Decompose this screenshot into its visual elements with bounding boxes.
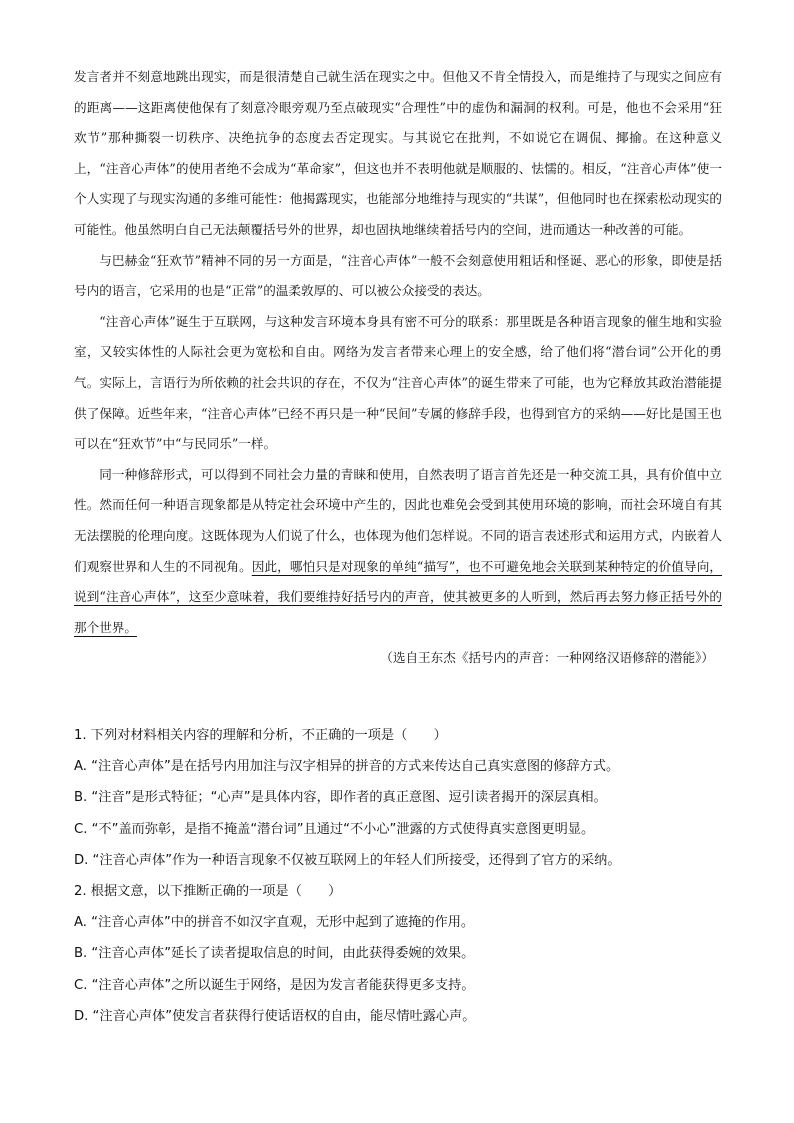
question-stem: 2. 根据文意，以下推断正确的一项是（ ） [74, 883, 342, 899]
question-stem: 1. 下列对材料相关内容的理解和分析，不正确的一项是（ ） [74, 728, 447, 743]
passage-paragraph: 与巴赫金“狂欢节”精神不同的另一方面是，“注音心声体”一般不会刻意使用粗话和怪诞、恶心的形象，即使是括号内的语言，它采用的也是“正常”的温柔敦厚的、可以被公众接受的表达。 [74, 252, 722, 299]
answer-option: D. “注音心声体”作为一种语言现象不仅被互联网上的年轻人们所接受，还得到了官方的采纳。 [74, 852, 621, 868]
answer-option: B. “注音心声体”延长了读者提取信息的时间，由此获得委婉的效果。 [74, 946, 475, 962]
answer-option: D. “注音心声体”使发言者获得行使话语权的自由，能尽情吐露心声。 [74, 1008, 476, 1024]
passage-paragraph: 发言者并不刻意地跳出现实，而是很清楚自己就生活在现实之中。但他又不肯全情投入，而是维持了与现实之间应有的距离——这距离使他保有了刻意冷眼旁观乃至点破现实“合理性”中的虚伪和漏洞的权利。可是，他也不会采用“狂欢节”那种撕裂一切秩序、决绝抗争的态度去否定现实。与其说它在批判，不如说它在调侃、揶揄。在这种意义上，“注音心声体”的使用者绝不会成为“革命家”，但这也并不表明他就是顺服的、怯懦的。相反，“注音心声体”使一个人实现了与现实沟通的多维可能性：他揭露现实，也能部分地维持与现实的“共谋”，但他同时也在探索松动现实的可能性。他虽然明白自己无法颠覆括号外的世界，却也固执地继续着括号内的空间，进而通达一种改善的可能。 [74, 69, 722, 237]
answer-option: C. “注音心声体”之所以诞生于网络，是因为发言者能获得更多支持。 [74, 977, 475, 993]
passage-paragraph: “注音心声体”诞生于互联网，与这种发言环境本身具有密不可分的联系：那里既是各种语言现象的催生地和实验室，又较实体性的人际社会更为宽松和自由。网络为发言者带来心理上的安全感，给了他们将“潜台词”公开化的勇气。实际上，言语行为所依赖的社会共识的存在，不仅为“注音心声体”的诞生带来了可能，也为它释放其政治潜能提供了保障。近些年来，“注音心声体”已经不再只是一种“民间”专属的修辞手段，也得到官方的采纳——好比是国王也可以在“狂欢节”中“与民同乐”一样。 [74, 313, 722, 452]
answer-option: B. “注音”是形式特征；“心声”是具体内容，即作者的真正意图、逗引读者揭开的深层真相。 [74, 790, 607, 806]
answer-option: A. “注音心声体”中的拼音不如汉字直观，无形中起到了遮掩的作用。 [74, 915, 475, 931]
underlined-sentence: 因此，哪怕只是对现象的单纯“描写”，也不可避免地会关联到某种特定的价值导向，说到“注音心声体”，这至少意味着，我们要维持好括号内的声音，使其被更多的人听到，然后再去努力修正括号外的那个世界。 [74, 558, 722, 635]
question-section [74, 720, 734, 1032]
passage-text: 同一种修辞形式，可以得到不同社会力量的青睐和使用，自然表明了语言首先还是一种交流工具，具有价值中立性。然而任何一种语言现象都是从特定社会环境中产生的，因此也难免会受到其使用环境的影响，而社会环境自有其无法摆脱的伦理向度。这既体现为人们说了什么，也体现为他们怎样说。不同的语言表述形式和运用方式，内嵌着人们观察世界和人生的不同视角。 [74, 466, 722, 574]
answer-option: C. “不”盖而弥彰，是指不掩盖“潜台词”且通过“不小心”泄露的方式使得真实意图更明显。 [74, 821, 595, 837]
source-citation: （选自王东杰《括号内的声音：一种网络汉语修辞的潜能》） [380, 650, 714, 666]
answer-option: A. “注音心声体”是在括号内用加注与汉字相异的拼音的方式来传达自己真实意图的修辞方式。 [74, 759, 620, 775]
passage-paragraph [74, 460, 722, 644]
reading-passage [74, 62, 722, 674]
